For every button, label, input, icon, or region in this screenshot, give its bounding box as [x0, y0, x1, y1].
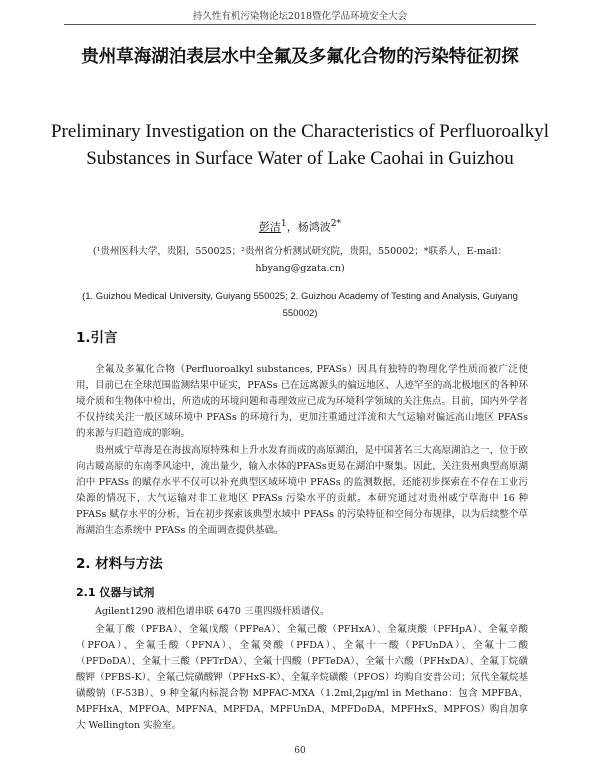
author-1-affiliation-mark: 1 [280, 218, 287, 229]
methods-paragraph-2: 全氟丁酸（PFBA）、全氟戊酸（PFPeA）、全氟己酸（PFHxA）、全氟庚酸（PFHpA）、全氟辛酸（PFOA）、全氟壬酸（PFNA）、全氟癸酸（PFDA）、全氟十一酸（PFUnDA）、全氟十二酸（PFDoDA）、全氟十三酸（PFTrDA）、全氟十四酸（PFTeDA）、全氟十六酸（PFHxDA）、全氟丁烷磺酸钾（PFBS-K）、全氟己烷磺酸钾（PFHxS-K）、全氟辛烷磺酸（PFOS）均购自安普公司；氘代全氟烷基磺酸钠（F-53B）、9 种全氟内标混合物 MPFAC-MXA（1.2ml,2μg/ml in Methano：包含 MPFBA、MPFHxA、MPFOA、MPFNA、MPFDA、MPFUnDA、MPFDoDA、MPFHxS、MPFOS）购自加拿大 Wellington 实验室。 [76, 624, 528, 731]
section-1-heading: 1.引言 [76, 330, 118, 346]
running-header [0, 8, 600, 22]
intro-paragraph-1: 全氟及多氟化合物（Perfluoroalkyl substances, PFASs）因具有独特的物理化学性质而被广泛使用，目前已在全球范围监测结果中证实，PFASs 已在远离源头的偏远地区、人迹罕至的高北极地区的各种环境介质和生物体中检出，所造成的环境问题和毒理效应已成为环境科学领域的关注焦点。目前，国内外学者不仅持续关注一般区域环境中 PFASs 的环境行为，更加注重通过洋流和大气运输对偏远高山地区 PFASs 的来源与归趋造成的影响。 [76, 364, 528, 439]
intro-paragraph-2: 贵州威宁草海是在海拔高原特殊和上升水发育而成的高原湖泊，是中国著名三大高原湖泊之一，位于欧向古暖高原的东南季风途中，流出量少，输入水体的PFASs更易在湖泊中聚集。因此，关注贵州典型高原湖泊中 PFASs 的赋存水平不仅可以补充典型区域环境中 PFASs 的监测数据，还能初步探索在不存在工业污染源的情况下，大气运输对非工业地区 PFASs 污染水平的贡献。本研究通过对贵州威宁草海中 16 种 PFASs 赋存水平的分析，旨在初步探索该典型水域中 PFASs 的污染特征和空间分布规律，以为后续整个草海湖泊生态系统中 PFASs 的全面调查提供基础。 [76, 445, 528, 536]
affiliation-chinese: (¹贵州医科大学，贵阳，550025；²贵州省分析测试研究院，贵阳，550002；*联系人，E-mail：hbyang@gzata.cn) [92, 246, 508, 274]
section-2-1-heading: 2.1 仪器与试剂 [76, 586, 155, 599]
header-rule [64, 24, 536, 25]
section-2-heading: 2. 材料与方法 [76, 556, 163, 572]
author-separator: ， [286, 220, 298, 234]
page-number: 60 [294, 746, 306, 756]
author-line [0, 218, 600, 235]
affiliation-english: (1. Guizhou Medical University, Guiyang 550025; 2. Guizhou Academy of Testing and Analysis, Guiyang 550002) [82, 291, 518, 319]
author-1[interactable]: 彭洁 [258, 220, 281, 234]
methods-paragraph-1: Agilent1290 液相色谱串联 6470 三重四级杆质谱仪。 [95, 606, 330, 617]
author-2: 杨鸿波 [297, 220, 331, 234]
running-header-text: 持久性有机污染物论坛2018暨化学品环境安全大会 [192, 11, 408, 22]
english-title: Preliminary Investigation on the Characteristics of Perfluoroalkyl Substances in Surface Water of Lake Caohai in Guizhou [50, 121, 550, 169]
chinese-title: 贵州草海湖泊表层水中全氟及多氟化合物的污染特征初探 [81, 47, 519, 67]
author-2-affiliation-mark: 2* [330, 218, 342, 229]
